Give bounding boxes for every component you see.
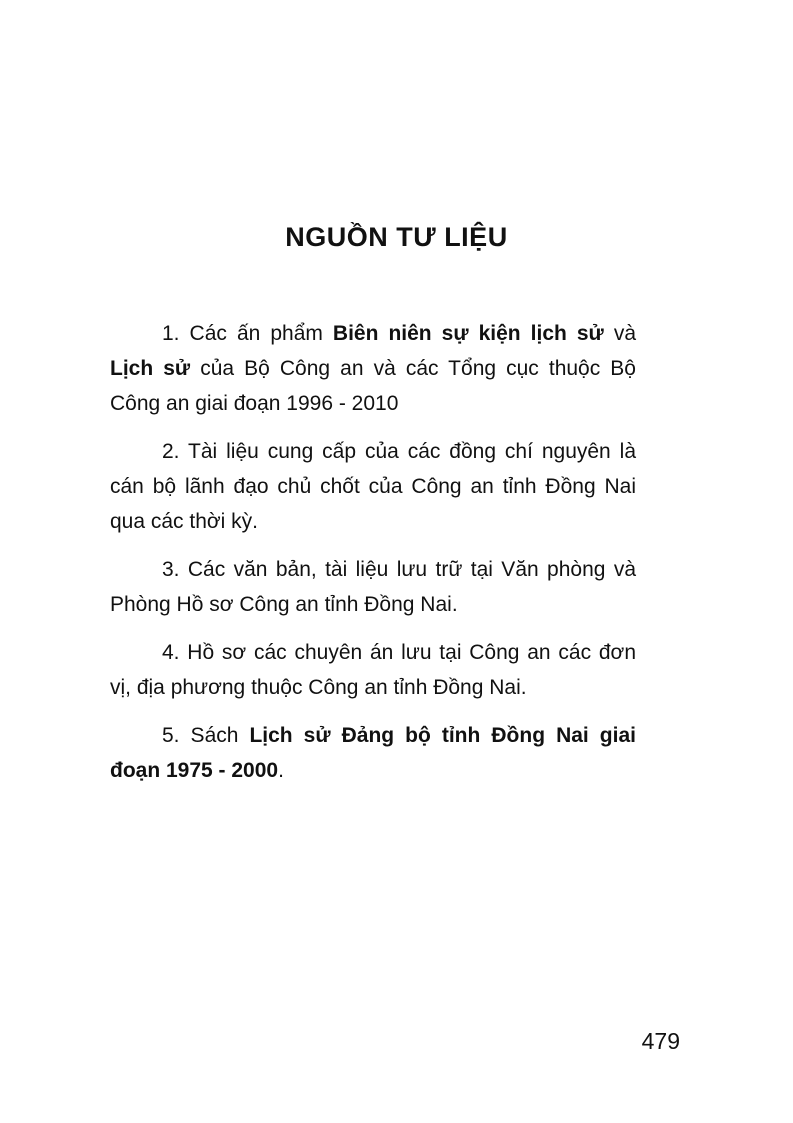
- item-text-bold: Lịch sử Đảng bộ tỉnh Đồng Nai giai đoạn 1975 - 2000: [110, 724, 636, 782]
- source-list: [110, 316, 636, 801]
- page-number: 479: [641, 1028, 680, 1054]
- item-text: và: [603, 322, 637, 345]
- item-text: 1. Các ấn phẩm: [162, 322, 333, 345]
- source-item-1: [110, 316, 636, 421]
- item-text: .: [278, 759, 284, 782]
- page-title: NGUỒN TƯ LIỆU: [285, 222, 508, 252]
- item-text: 3. Các văn bản, tài liệu lưu trữ tại Văn phòng và Phòng Hồ sơ Công an tỉnh Đồng Nai.: [110, 558, 636, 616]
- item-text-bold: Biên niên sự kiện lịch sử: [332, 322, 604, 345]
- item-text: 4. Hồ sơ các chuyên án lưu tại Công an các đơn vị, địa phương thuộc Công an tỉnh Đồng Nai.: [110, 641, 636, 699]
- item-text-bold: Lịch sử: [110, 357, 191, 380]
- source-item-5: [110, 718, 636, 788]
- item-text: 5. Sách: [162, 724, 250, 747]
- source-item-2: [110, 434, 636, 539]
- item-text: 2. Tài liệu cung cấp của các đồng chí nguyên là cán bộ lãnh đạo chủ chốt của Công an tỉnh Đồng Nai qua các thời kỳ.: [110, 440, 636, 533]
- source-item-3: [110, 552, 636, 622]
- item-text: của Bộ Công an và các Tổng cục thuộc Bộ Công an giai đoạn 1996 - 2010: [110, 357, 636, 415]
- source-item-4: [110, 635, 636, 705]
